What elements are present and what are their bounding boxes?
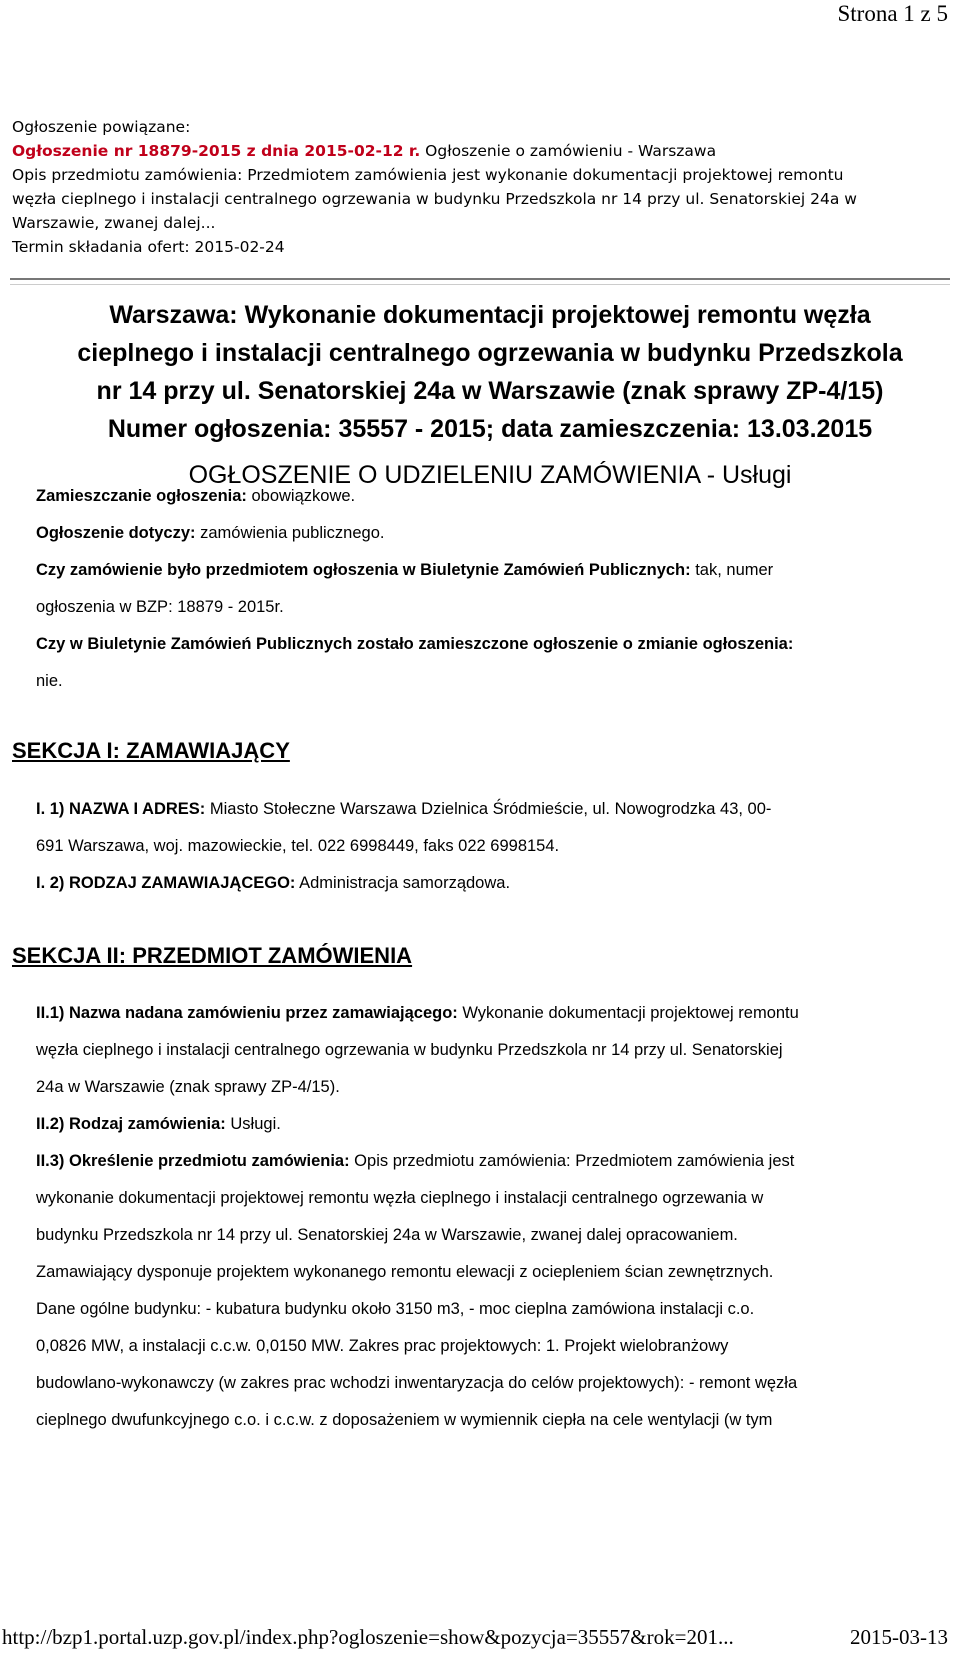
bzp-label: Czy zamówienie było przedmiotem ogłoszenia w Biuletynie Zamówień Publicznych: [36,561,691,579]
change-label: Czy w Biuletynie Zamówień Publicznych zostało zamieszczone ogłoszenie o zmianie ogłoszenia: [36,635,794,653]
related-label: Ogłoszenie powiązane: [12,118,191,136]
title-line: nr 14 przy ul. Senatorskiej 24a w Warszawie (znak sprawy ZP-4/15) [96,377,884,405]
s2-name-row [36,995,946,1032]
s2-desc-line: cieplnego dwufunkcyjnego c.o. i c.c.w. z doposażeniem w wymiennik ciepła na cele wentylacji (w tym [36,1411,773,1429]
s2-desc-value: Opis przedmiotu zamówienia: Przedmiotem zamówienia jest [349,1152,795,1170]
page-footer [0,1622,960,1652]
placement-row [36,478,946,515]
section-1-heading: SEKCJA I: ZAMAWIAJĄCY [12,738,290,763]
bzp-row-cont: ogłoszenia w BZP: 18879 - 2015r. [36,598,284,616]
notice-meta [36,478,946,700]
s1-name-row-cont: 691 Warszawa, woj. mazowieckie, tel. 022 6998449, faks 022 6998154. [36,837,560,855]
change-value: nie. [36,672,63,690]
footer-date: 2015-03-13 [850,1625,948,1649]
related-notice [12,115,948,259]
section-2-heading: SEKCJA II: PRZEDMIOT ZAMÓWIENIA [12,943,413,968]
notice-title [30,296,950,448]
page-number: Strona 1 z 5 [837,1,948,26]
s2-kind-row [36,1106,946,1143]
s2-desc-label: II.3) Określenie przedmiotu zamówienia: [36,1152,350,1170]
concerns-label: Ogłoszenie dotyczy: [36,524,196,542]
concerns-row [36,515,946,552]
s2-kind-value: Usługi. [225,1115,281,1133]
s2-desc-line: Zamawiający dysponuje projektem wykonanego remontu elewacji z ociepleniem ścian zewnętrznych. [36,1263,774,1281]
placement-value: obowiązkowe. [246,487,356,505]
s2-name-row-cont: węzła cieplnego i instalacji centralnego ogrzewania w budynku Przedszkola nr 14 przy ul. Senatorskiej [36,1041,783,1059]
s2-name-value: Wykonanie dokumentacji projektowej remontu [457,1004,799,1022]
s1-name-value: Miasto Stołeczne Warszawa Dzielnica Śródmieście, ul. Nowogrodzka 43, 00- [205,800,772,818]
bzp-value: tak, numer [690,561,774,579]
section-1-body [36,791,946,902]
s1-type-value: Administracja samorządowa. [295,874,511,892]
s1-type-row [36,865,946,902]
related-desc-line: węzła cieplnego i instalacji centralnego ogrzewania w budynku Przedszkola nr 14 przy ul. Senatorskiej 24a w [12,190,857,208]
s2-desc-line: Dane ogólne budynku: - kubatura budynku około 3150 m3, - moc cieplna zamówiona instalacji c.o. [36,1300,755,1318]
title-line: cieplnego i instalacji centralnego ogrzewania w budynku Przedszkola [77,339,903,367]
placement-label: Zamieszczanie ogłoszenia: [36,487,247,505]
s2-name-label: II.1) Nazwa nadana zamówieniu przez zamawiającego: [36,1004,458,1022]
related-desc-line: Warszawie, zwanej dalej... [12,214,216,232]
related-link-tail: Ogłoszenie o zamówieniu - Warszawa [420,142,717,160]
s2-desc-line: 0,0826 MW, a instalacji c.c.w. 0,0150 MW. Zakres prac projektowych: 1. Projekt wielobranżowy [36,1337,729,1355]
related-notice-link[interactable]: Ogłoszenie nr 18879-2015 z dnia 2015-02-12 r. [12,142,421,160]
concerns-value: zamówienia publicznego. [195,524,385,542]
related-deadline: Termin składania ofert: 2015-02-24 [12,238,285,256]
s1-type-label: I. 2) RODZAJ ZAMAWIAJĄCEGO: [36,874,296,892]
title-line: Numer ogłoszenia: 35557 - 2015; data zamieszczenia: 13.03.2015 [107,415,873,443]
s1-name-label: I. 1) NAZWA I ADRES: [36,800,206,818]
s2-desc-line: budowlano-wykonawczy (w zakres prac wchodzi inwentaryzacja do celów projektowych): - remont węzła [36,1374,798,1392]
related-link-row [12,139,948,163]
notice-subtitle: OGŁOSZENIE O UDZIELENIU ZAMÓWIENIA - Usługi [188,461,792,489]
change-row [36,626,946,663]
s2-name-row-cont: 24a w Warszawie (znak sprawy ZP-4/15). [36,1078,340,1096]
s2-desc-row [36,1143,946,1180]
s2-kind-label: II.2) Rodzaj zamówienia: [36,1115,226,1133]
horizontal-divider [10,278,950,285]
section-2-body [36,995,946,1439]
s2-desc-line: budynku Przedszkola nr 14 przy ul. Senatorskiej 24a w Warszawie, zwanej dalej opracowaniem. [36,1226,738,1244]
bzp-row [36,552,946,589]
title-line: Warszawa: Wykonanie dokumentacji projektowej remontu węzła [109,301,871,329]
s1-name-row [36,791,946,828]
s2-desc-line: wykonanie dokumentacji projektowej remontu węzła cieplnego i instalacji centralnego ogrzewania w [36,1189,764,1207]
footer-url[interactable]: http://bzp1.portal.uzp.gov.pl/index.php?ogloszenie=show&pozycja=35557&rok=201... [2,1625,734,1649]
related-desc-line: Opis przedmiotu zamówienia: Przedmiotem zamówienia jest wykonanie dokumentacji projektowej remontu [12,166,844,184]
